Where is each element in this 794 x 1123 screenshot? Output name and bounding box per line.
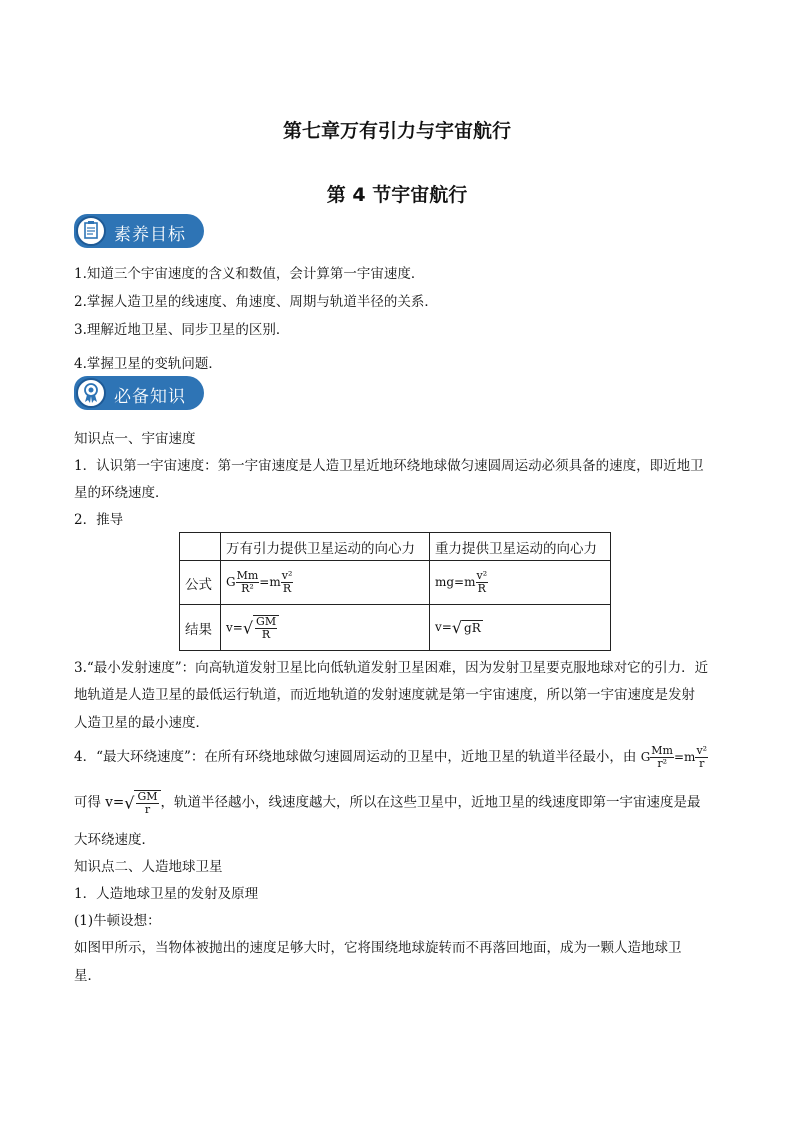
kp1-p1-line2: 星的环绕速度． <box>74 485 169 501</box>
table-row-label: 结果 <box>180 605 221 651</box>
kp2-heading: 知识点二、人造地球卫星 <box>74 859 223 875</box>
sqrt-symbol: √ <box>451 618 463 637</box>
kp1-p3-line1: 3.“最小发射速度”：向高轨道发射卫星比向低轨道发射卫星困难，因为发射卫星要克服地球对它的引力．近 <box>74 660 709 676</box>
section-title: 第 4 节宇宙航行 <box>326 184 468 206</box>
goals-banner-label: 素养目标 <box>114 225 186 245</box>
goal-item: 2.掌握人造卫星的线速度、角速度、周期与轨道半径的关系． <box>74 294 438 310</box>
sqrt-symbol: √ <box>242 618 254 637</box>
kp1-p4-line3: 大环绕速度． <box>74 832 155 848</box>
clipboard-icon <box>76 216 106 246</box>
kp2-p3-line2: 星． <box>74 968 101 984</box>
table-header-gravity: 万有引力提供卫星运动的向心力 <box>221 533 430 561</box>
goal-item: 1.知道三个宇宙速度的含义和数值，会计算第一宇宙速度． <box>74 266 425 282</box>
kp1-p3-line3: 人造卫星的最小速度． <box>74 715 209 731</box>
knowledge-banner <box>74 376 204 410</box>
derivation-table <box>179 532 611 651</box>
chapter-title: 第七章万有引力与宇宙航行 <box>282 120 511 142</box>
formula-gravity: G $\frac{Mm}{\text{R²}}$ =m $\frac{\text{v²}}{R}$ <box>221 561 430 605</box>
formula-weight: mg=m $\frac{\text{v²}}{R}$ <box>430 561 611 605</box>
kp1-p4-line1: 4．“最大环绕速度”：在所有环绕地球做匀速圆周运动的卫星中，近地卫星的轨道半径最小，由 G $\frac{Mm}{\text{r²}}$ =m $\frac{\text{v²}}{r}$ <box>74 744 708 770</box>
table-header-row <box>180 533 611 561</box>
table-row-result <box>180 605 611 651</box>
table-header-weight: 重力提供卫星运动的向心力 <box>430 533 611 561</box>
formula-max-speed: G $\frac{Mm}{\text{r²}}$ =m $\frac{\text{v²}}{r}$ <box>640 744 708 770</box>
kp1-heading: 知识点一、宇宙速度 <box>74 431 196 447</box>
kp1-p3-line2: 地轨道是人造卫星的最低运行轨道，而近地轨道的发射速度就是第一宇宙速度，所以第一宇宙速度是发射 <box>74 687 695 703</box>
table-header-empty <box>180 533 221 561</box>
kp1-p1-line1: 1．认识第一宇宙速度：第一宇宙速度是人造卫星近地环绕地球做匀速圆周运动必须具备的速度，即近地卫 <box>74 458 704 474</box>
kp2-p1: 1．人造地球卫星的发射及原理 <box>74 886 259 902</box>
kp2-p2: (1)牛顿设想： <box>74 913 161 929</box>
sqrt-symbol: √ <box>124 793 135 813</box>
goals-banner <box>74 214 204 248</box>
knowledge-banner-label: 必备知识 <box>114 387 186 407</box>
goal-item: 3.理解近地卫星、同步卫星的区别． <box>74 322 290 338</box>
kp1-p4-line2: 可得 v=√ $\frac{GM}{r}$ ，轨道半径越小，线速度越大，所以在这些卫星中，近地卫星的线速度即第一宇宙速度是最 <box>74 790 701 816</box>
kp1-p2: 2．推导 <box>74 512 124 528</box>
award-icon <box>76 378 106 408</box>
table-row-formula <box>180 561 611 605</box>
result-gravity: v=√ $\frac{GM}{R}$ <box>221 605 430 651</box>
table-row-label: 公式 <box>180 561 221 605</box>
kp2-p3-line1: 如图甲所示，当物体被抛出的速度足够大时，它将围绕地球旋转而不再落回地面，成为一颗人造地球卫 <box>74 940 682 956</box>
goal-item: 4.掌握卫星的变轨问题． <box>74 356 222 372</box>
result-weight: v=√ gR <box>430 605 611 651</box>
